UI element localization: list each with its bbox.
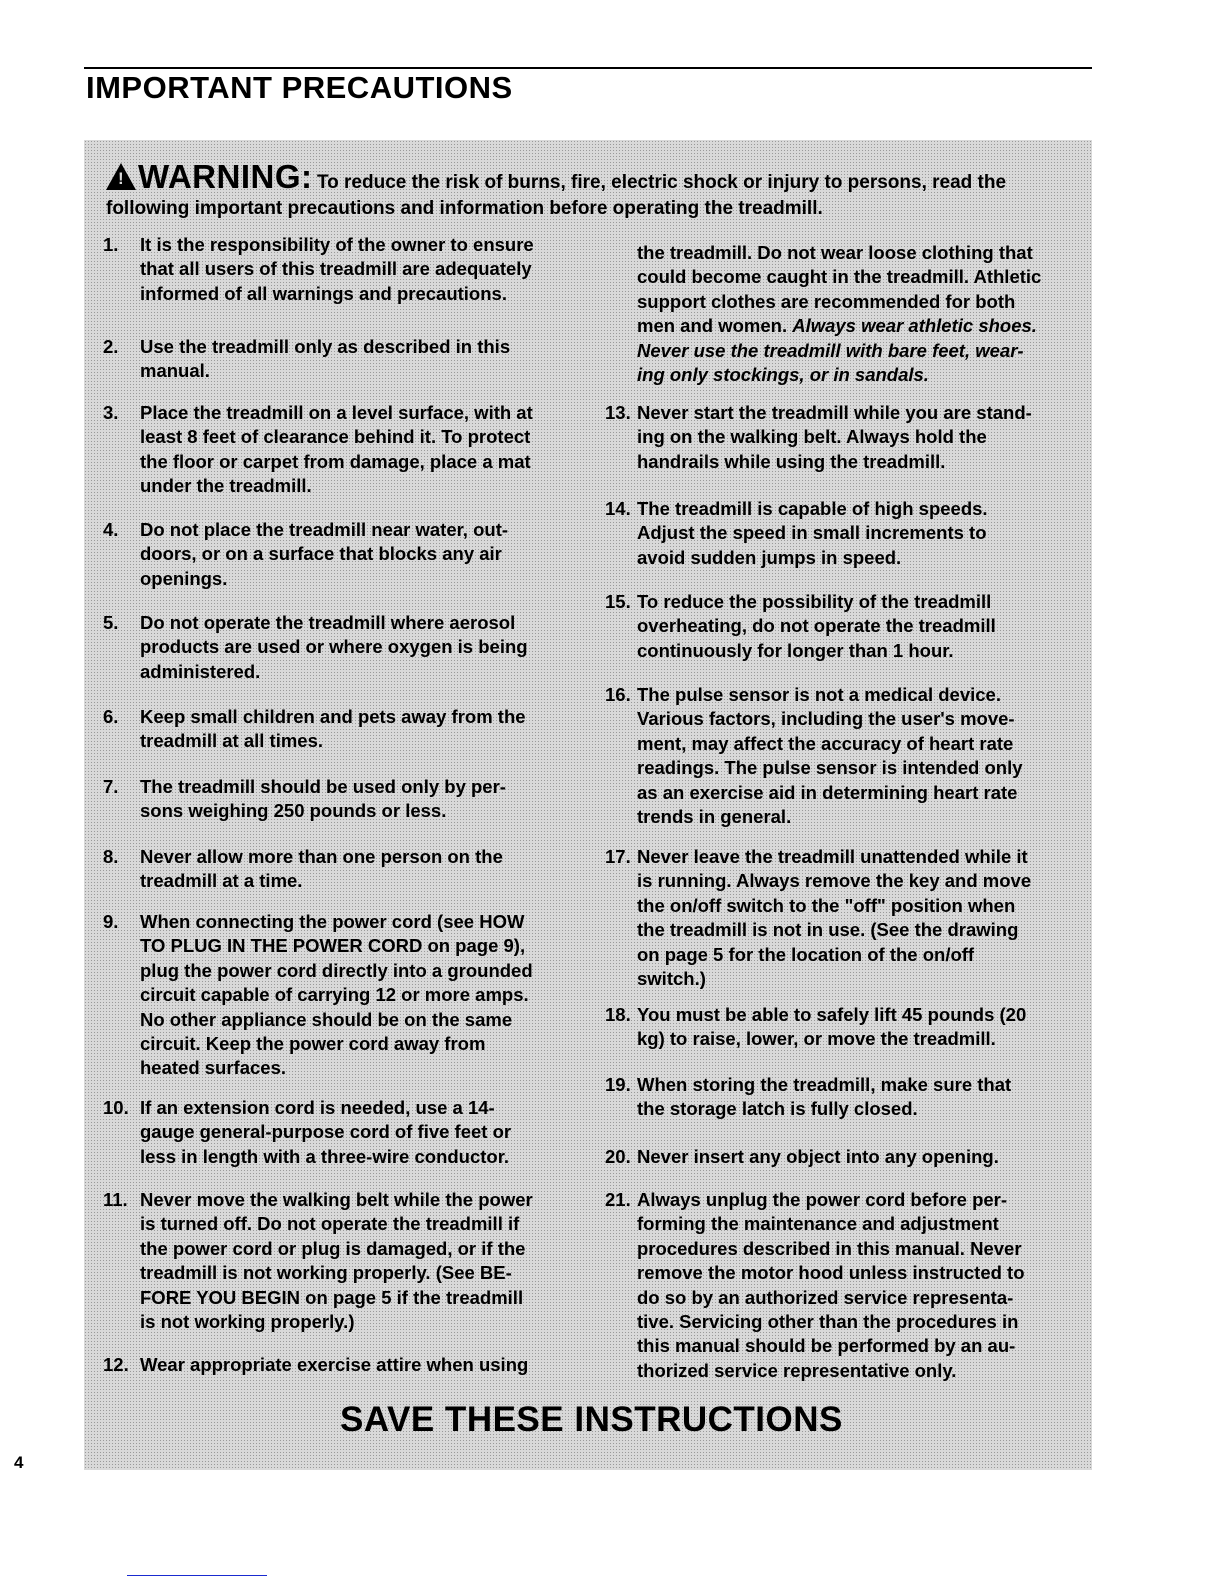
text-line	[637, 1003, 1026, 1027]
text-segment: under the treadmill.	[140, 475, 312, 497]
text-segment: treadmill is not working properly. (See BE-	[140, 1262, 512, 1284]
item-number: 11.	[103, 1189, 128, 1210]
item-number: 21.	[605, 1189, 631, 1210]
text-line	[140, 1286, 533, 1310]
text-segment: could become caught in the treadmill. Athletic	[637, 266, 1042, 288]
item-number: 10.	[103, 1097, 129, 1118]
text-segment: thorized service representative only.	[637, 1359, 957, 1381]
item-text	[140, 1353, 528, 1377]
text-line	[637, 450, 1032, 474]
text-line	[637, 1097, 1011, 1121]
text-segment: When connecting the power cord (see HOW	[140, 911, 525, 932]
text-line	[637, 967, 1031, 991]
title-rule	[84, 67, 1092, 69]
text-line	[637, 401, 1032, 425]
text-segment: The pulse sensor is not a medical device.	[637, 684, 1001, 705]
item-text	[637, 845, 1031, 991]
text-segment: To reduce the possibility of the treadmill	[637, 591, 992, 612]
text-line	[140, 567, 508, 591]
text-segment: Always unplug the power cord before per-	[637, 1189, 1008, 1210]
text-line	[140, 934, 533, 958]
text-segment: remove the motor hood unless instructed to	[637, 1262, 1025, 1284]
item-text	[140, 611, 528, 684]
text-line	[637, 1188, 1025, 1212]
text-segment: the on/off switch to the "off" position when	[637, 894, 1016, 916]
text-segment: Use the treadmill only as described in this	[140, 336, 511, 357]
text-segment: TO PLUG IN THE POWER CORD on page 9),	[140, 935, 526, 957]
item-number: 16.	[605, 684, 631, 705]
text-line	[637, 732, 1023, 756]
item-text	[637, 1003, 1026, 1052]
text-segment: sons weighing 250 pounds or less.	[140, 800, 447, 822]
item-number: 2.	[103, 336, 119, 357]
text-line	[140, 959, 533, 983]
item-text	[637, 1188, 1025, 1383]
text-segment: is turned off. Do not operate the treadmill if	[140, 1213, 520, 1235]
text-line	[637, 290, 1041, 314]
text-segment: is running. Always remove the key and move	[637, 870, 1032, 892]
item-number: 5.	[103, 612, 119, 633]
text-line	[637, 1237, 1025, 1261]
page-number: 4	[14, 1453, 24, 1472]
italic-text: ing only stockings, or in sandals.	[637, 364, 929, 386]
item-text	[637, 241, 1041, 387]
text-line	[140, 635, 528, 659]
text-line	[140, 729, 526, 753]
text-line	[140, 983, 533, 1007]
warning-header	[106, 158, 1007, 219]
text-line	[140, 401, 533, 425]
text-line	[140, 799, 506, 823]
text-line	[637, 1359, 1025, 1383]
text-line	[140, 775, 506, 799]
warning-triangle-icon	[106, 163, 136, 190]
item-text	[140, 845, 503, 894]
text-segment: Do not operate the treadmill where aerosol	[140, 612, 516, 633]
text-line	[140, 450, 533, 474]
text-line	[637, 1261, 1025, 1285]
text-segment: is not working properly.)	[140, 1311, 355, 1333]
text-segment: that all users of this treadmill are adequately	[140, 258, 532, 280]
text-segment: Place the treadmill on a level surface, with at	[140, 402, 533, 423]
text-segment: Never insert any object into any opening.	[637, 1146, 999, 1167]
text-line	[637, 363, 1041, 387]
text-segment: as an exercise aid in determining heart rate	[637, 781, 1018, 803]
text-line	[140, 335, 510, 359]
item-number: 9.	[103, 911, 119, 932]
text-line	[637, 894, 1031, 918]
text-line	[637, 781, 1023, 805]
text-line	[140, 660, 528, 684]
text-line	[637, 845, 1031, 869]
item-text	[140, 775, 506, 824]
text-segment: do so by an authorized service representa-	[637, 1286, 1014, 1308]
text-line	[637, 546, 988, 570]
text-segment: manual.	[140, 360, 210, 382]
text-line	[637, 869, 1031, 893]
item-text	[140, 910, 533, 1081]
text-line	[140, 359, 510, 383]
text-line	[140, 1096, 511, 1120]
text-segment: forming the maintenance and adjustment	[637, 1213, 999, 1235]
text-segment: administered.	[140, 660, 261, 682]
text-line	[140, 1212, 533, 1236]
text-segment: avoid sudden jumps in speed.	[637, 546, 902, 568]
text-segment: less in length with a three-wire conductor.	[140, 1145, 510, 1167]
text-line	[637, 805, 1023, 829]
item-number: 18.	[605, 1004, 631, 1025]
item-text	[140, 233, 534, 306]
text-segment: readings. The pulse sensor is intended only	[637, 757, 1023, 779]
text-segment: the floor or carpet from damage, place a mat	[140, 450, 531, 472]
text-segment: Adjust the speed in small increments to	[637, 522, 987, 544]
text-line	[637, 1027, 1026, 1051]
item-number: 7.	[103, 776, 119, 797]
text-segment: openings.	[140, 567, 228, 589]
warning-text-2: following important precautions and information before operating the treadmill.	[106, 198, 823, 219]
text-line	[140, 1237, 533, 1261]
text-segment: Wear appropriate exercise attire when using	[140, 1354, 529, 1375]
item-number: 20.	[605, 1146, 631, 1167]
text-line	[637, 683, 1023, 707]
text-line	[637, 425, 1032, 449]
text-line	[637, 1212, 1025, 1236]
text-segment: FORE YOU BEGIN on page 5 if the treadmill	[140, 1286, 524, 1308]
item-text	[140, 1188, 533, 1334]
text-line	[637, 314, 1041, 338]
item-number: 13.	[605, 402, 631, 423]
text-segment: products are used or where oxygen is being	[140, 636, 528, 658]
text-line	[637, 497, 988, 521]
item-text	[637, 683, 1023, 829]
text-segment: continuously for longer than 1 hour.	[637, 639, 954, 661]
text-segment: least 8 feet of clearance behind it. To protect	[140, 426, 531, 448]
text-line	[637, 918, 1031, 942]
item-number: 12.	[103, 1354, 129, 1375]
text-line	[637, 1334, 1025, 1358]
text-line	[637, 1286, 1025, 1310]
text-line	[140, 1032, 533, 1056]
text-segment: on page 5 for the location of the on/off	[637, 943, 975, 965]
text-segment: procedures described in this manual. Never	[637, 1237, 1022, 1259]
text-line	[140, 705, 526, 729]
text-segment: the power cord or plug is damaged, or if the	[140, 1237, 526, 1259]
text-line	[140, 474, 533, 498]
text-line	[140, 1261, 533, 1285]
text-line	[140, 1120, 511, 1144]
text-line	[140, 1056, 533, 1080]
text-segment: tive. Servicing other than the procedures in	[637, 1311, 1019, 1333]
text-segment: kg) to raise, lower, or move the treadmill.	[637, 1028, 996, 1050]
text-line	[140, 542, 508, 566]
item-number: 15.	[605, 591, 631, 612]
text-segment: ing on the walking belt. Always hold the	[637, 426, 987, 448]
text-line	[140, 1145, 511, 1169]
text-line	[140, 1310, 533, 1334]
text-segment: doors, or on a surface that blocks any air	[140, 543, 502, 565]
text-line	[140, 1353, 528, 1377]
text-segment: No other appliance should be on the same	[140, 1008, 513, 1030]
text-line	[637, 1310, 1025, 1334]
text-segment: the storage latch is fully closed.	[637, 1098, 918, 1120]
text-line	[140, 233, 534, 257]
item-text	[637, 1145, 999, 1169]
text-segment: this manual should be performed by an au-	[637, 1335, 1016, 1357]
italic-text: Never use the treadmill with bare feet, wear-	[637, 339, 1024, 361]
warning-label: WARNING:	[138, 158, 313, 195]
italic-text: Always wear athletic shoes.	[792, 315, 1037, 337]
item-number: 19.	[605, 1074, 631, 1095]
item-number: 4.	[103, 519, 119, 540]
text-segment: gauge general-purpose cord of five feet or	[140, 1121, 512, 1143]
text-line	[637, 639, 996, 663]
text-line	[140, 910, 533, 934]
text-segment: If an extension cord is needed, use a 14-	[140, 1097, 495, 1118]
text-segment: The treadmill should be used only by per-	[140, 776, 506, 797]
warning-text-1: To reduce the risk of burns, fire, electric shock or injury to persons, read the	[316, 172, 1007, 193]
text-line	[637, 339, 1041, 363]
text-segment: Do not place the treadmill near water, out-	[140, 519, 509, 540]
text-segment: the treadmill is not in use. (See the drawing	[637, 919, 1019, 941]
text-segment: switch.)	[637, 968, 706, 990]
item-text	[637, 590, 996, 663]
text-line	[637, 614, 996, 638]
text-segment: Never allow more than one person on the	[140, 846, 503, 867]
item-number: 1.	[103, 234, 119, 255]
text-segment: circuit. Keep the power cord away from	[140, 1033, 486, 1055]
text-line	[637, 265, 1041, 289]
text-line	[637, 943, 1031, 967]
item-text	[140, 401, 533, 499]
text-line	[140, 845, 503, 869]
text-segment: men and women.	[637, 315, 793, 337]
text-segment: When storing the treadmill, make sure that	[637, 1074, 1012, 1095]
text-segment: overheating, do not operate the treadmill	[637, 615, 996, 637]
text-segment: You must be able to safely lift 45 pounds (20	[637, 1004, 1027, 1025]
text-segment: Never move the walking belt while the power	[140, 1189, 533, 1210]
underline-mark	[127, 1575, 267, 1576]
text-segment: Keep small children and pets away from the	[140, 706, 526, 727]
text-segment: Various factors, including the user's move-	[637, 708, 1015, 730]
text-line	[637, 707, 1023, 731]
item-text	[637, 401, 1032, 474]
text-line	[140, 1008, 533, 1032]
page-title: IMPORTANT PRECAUTIONS	[86, 70, 513, 105]
item-number: 3.	[103, 402, 119, 423]
text-segment: It is the responsibility of the owner to ensure	[140, 234, 534, 255]
item-text	[140, 1096, 511, 1169]
text-line	[140, 869, 503, 893]
text-segment: trends in general.	[637, 806, 792, 828]
text-segment: Never leave the treadmill unattended while it	[637, 846, 1028, 867]
text-segment: the treadmill. Do not wear loose clothing that	[637, 242, 1033, 263]
text-line	[140, 518, 508, 542]
text-line	[140, 257, 534, 281]
item-text	[637, 1073, 1011, 1122]
text-segment: treadmill at a time.	[140, 870, 303, 892]
text-segment: informed of all warnings and precautions.	[140, 282, 507, 304]
text-line	[637, 521, 988, 545]
text-segment: treadmill at all times.	[140, 730, 324, 752]
item-text	[140, 705, 526, 754]
item-text	[140, 518, 508, 591]
text-line	[140, 611, 528, 635]
item-number: 17.	[605, 846, 631, 867]
item-text	[140, 335, 510, 384]
text-line	[140, 282, 534, 306]
text-line	[637, 590, 996, 614]
text-segment: handrails while using the treadmill.	[637, 450, 946, 472]
text-segment: Never start the treadmill while you are stand-	[637, 402, 1032, 423]
text-segment: heated surfaces.	[140, 1057, 287, 1079]
text-line	[637, 1073, 1011, 1097]
text-segment: plug the power cord directly into a grounded	[140, 959, 533, 981]
text-line	[637, 756, 1023, 780]
text-line	[637, 241, 1041, 265]
text-segment: The treadmill is capable of high speeds.	[637, 498, 988, 519]
text-line	[140, 1188, 533, 1212]
text-segment: support clothes are recommended for both	[637, 290, 1016, 312]
item-number: 14.	[605, 498, 631, 519]
item-number: 6.	[103, 706, 119, 727]
save-instructions-footer: SAVE THESE INSTRUCTIONS	[340, 1400, 843, 1439]
text-segment: ment, may affect the accuracy of heart rate	[637, 732, 1014, 754]
text-line	[637, 1145, 999, 1169]
text-line	[140, 425, 533, 449]
text-segment: circuit capable of carrying 12 or more amps.	[140, 984, 529, 1006]
item-number: 8.	[103, 846, 119, 867]
item-text	[637, 497, 988, 570]
